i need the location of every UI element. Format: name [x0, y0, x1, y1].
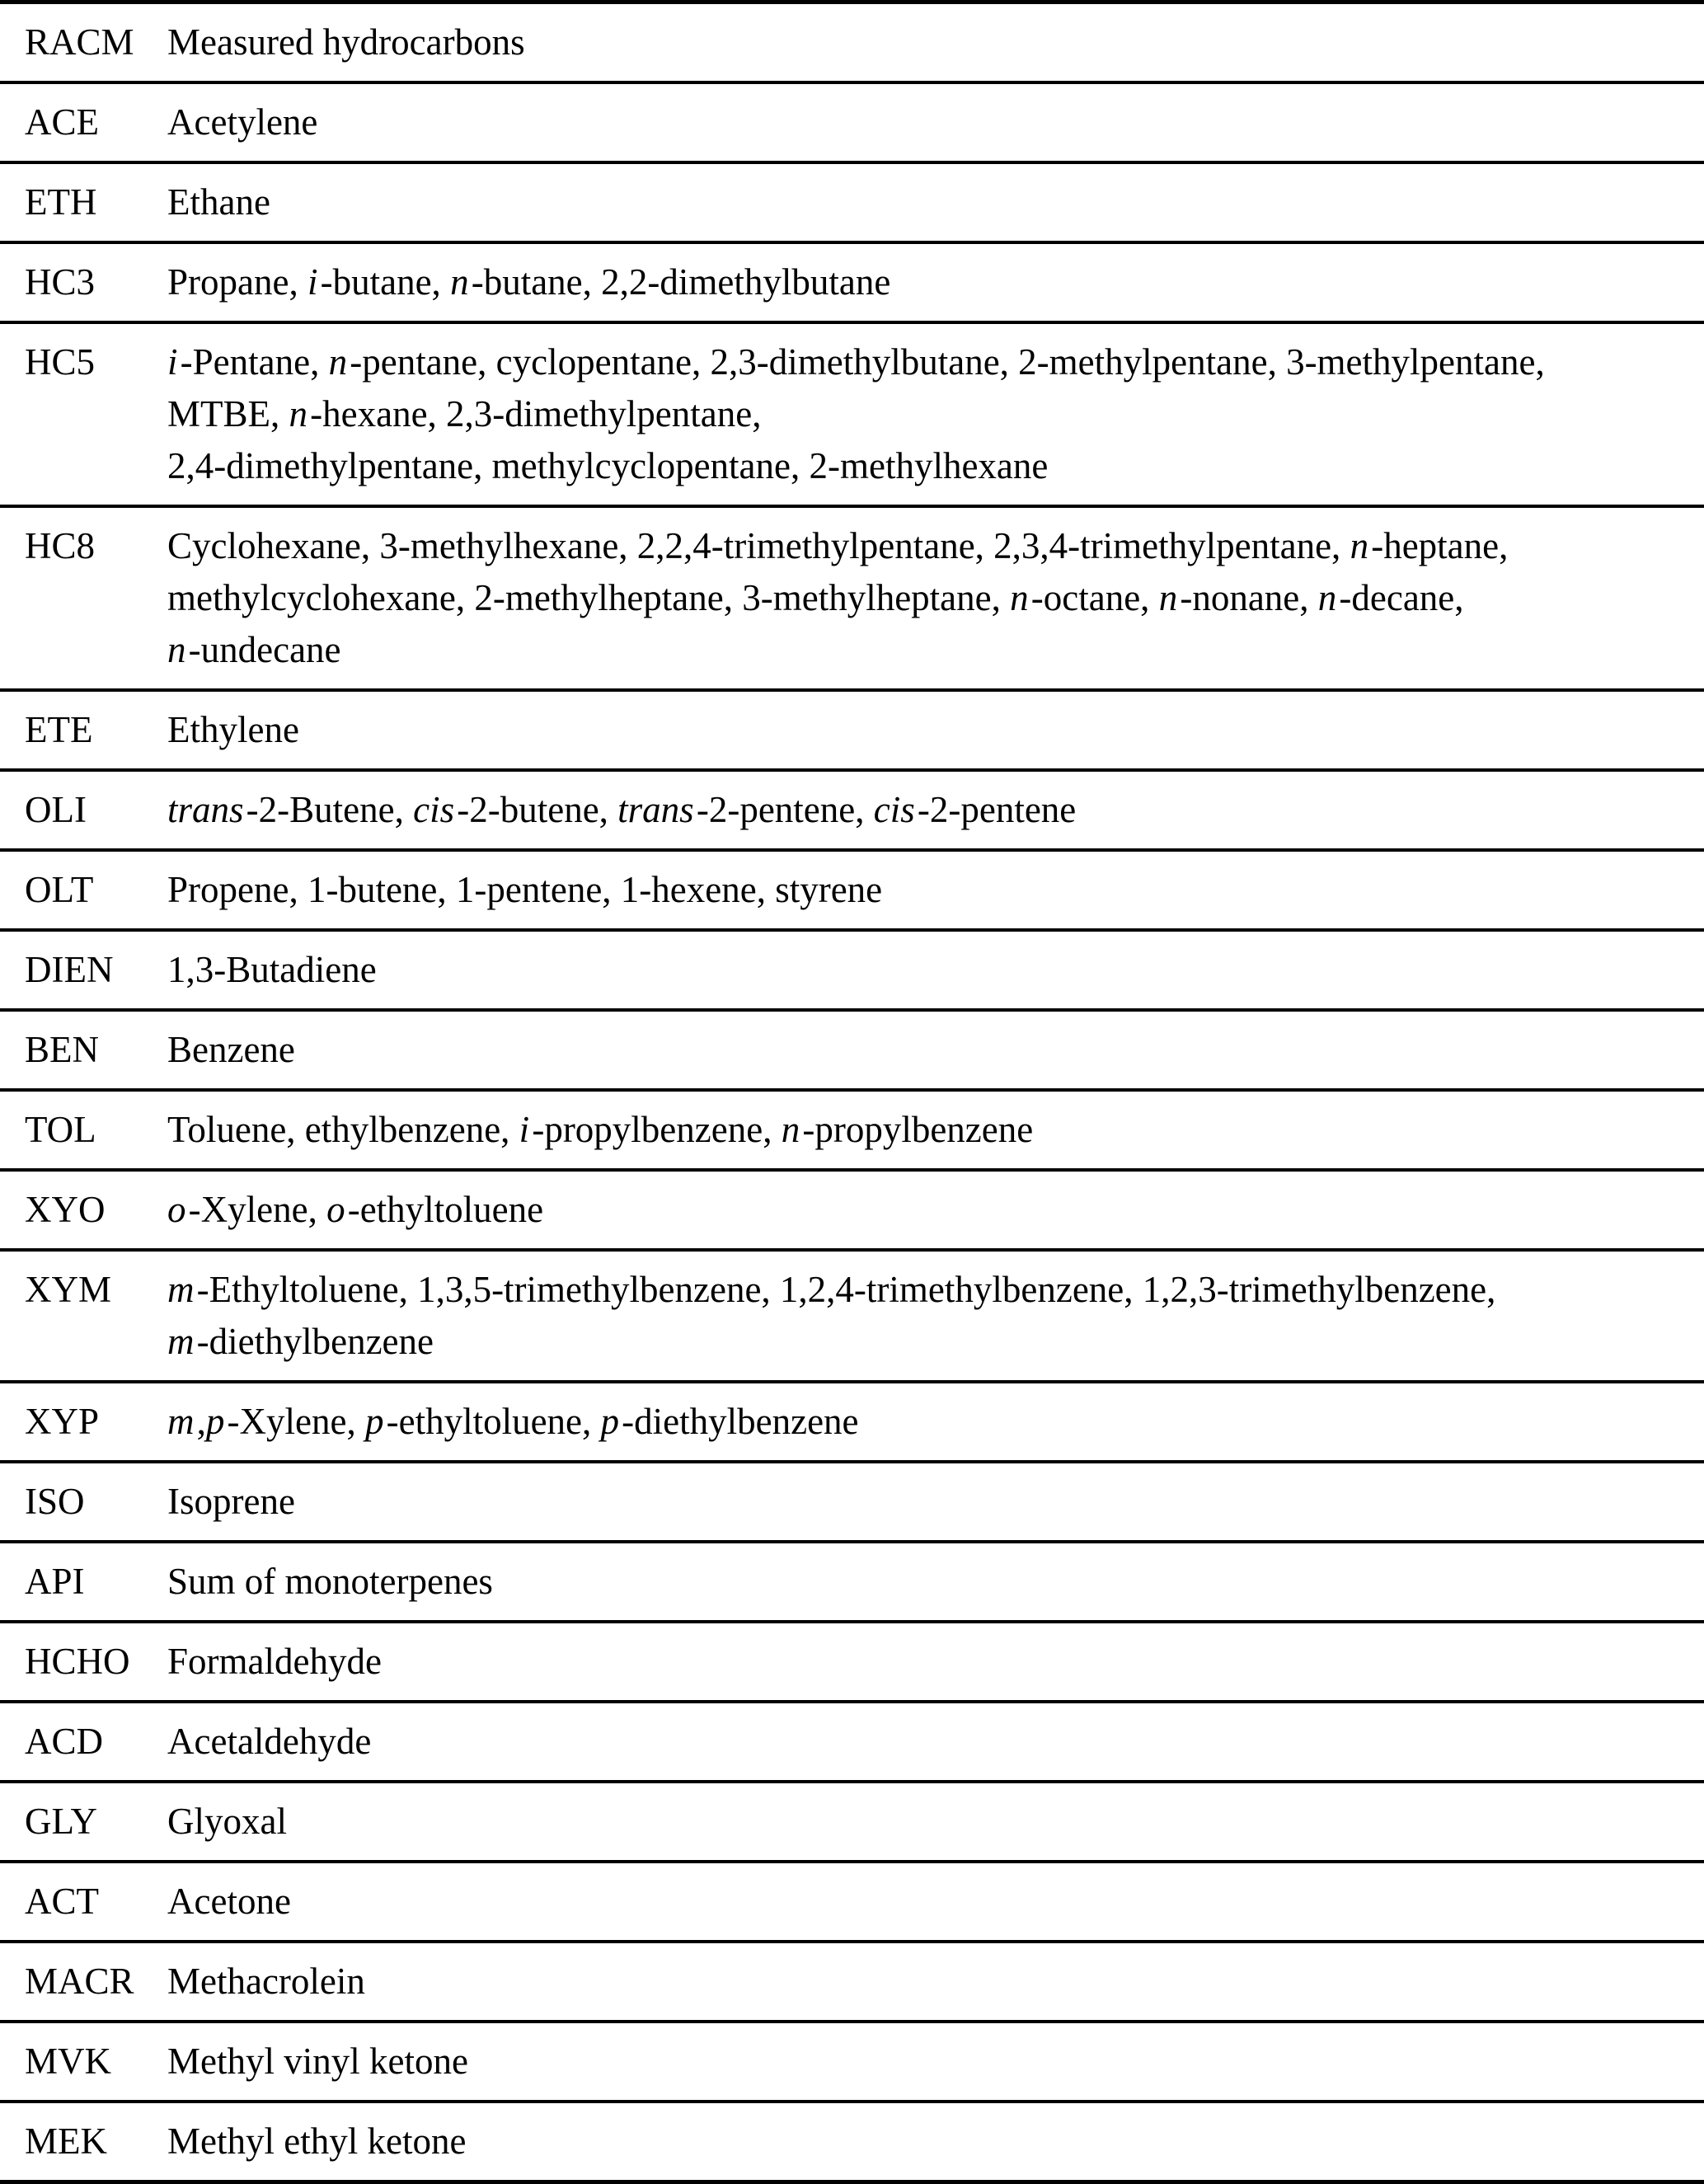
species-description-cell [167, 690, 1704, 770]
species-code-cell: ACE [25, 101, 99, 143]
species-description-cell [167, 1250, 1704, 1382]
description-line: Methyl vinyl ketone [167, 2041, 468, 2082]
species-code-cell: MEK [25, 2121, 107, 2162]
table-row [0, 1862, 1704, 1942]
description-line: m-Ethyltoluene, 1,3,5-trimethylbenzene, 1,2,4-trimethylbenzene, 1,2,3-trimethylbenzene, [167, 1269, 1496, 1310]
description-line: 1,3-Butadiene [167, 949, 377, 990]
table-row [0, 1170, 1704, 1250]
description-line: m-diethylbenzene [167, 1321, 434, 1362]
table-row [0, 1382, 1704, 1462]
table-row [0, 1010, 1704, 1090]
species-code-cell: DIEN [25, 949, 114, 990]
species-description-cell [167, 1622, 1704, 1702]
table-row [0, 1462, 1704, 1542]
table-row [0, 322, 1704, 506]
species-description-cell [167, 2022, 1704, 2102]
table-row [0, 1782, 1704, 1862]
species-code-cell: GLY [25, 1801, 97, 1842]
species-description-cell [167, 162, 1704, 242]
species-description-cell [167, 850, 1704, 930]
species-code-cell: XYP [25, 1401, 100, 1442]
description-line: Propene, 1-butene, 1-pentene, 1-hexene, styrene [167, 869, 883, 910]
description-line: m,p-Xylene, p-ethyltoluene, p-diethylbenzene [167, 1401, 859, 1442]
species-code-cell: XYM [25, 1269, 112, 1310]
description-line: MTBE, n-hexane, 2,3-dimethylpentane, [167, 393, 762, 434]
description-line: Isoprene [167, 1481, 295, 1522]
species-description-cell [167, 1010, 1704, 1090]
description-line: Ethylene [167, 709, 299, 750]
description-line: Propane, i-butane, n-butane, 2,2-dimethylbutane [167, 261, 891, 303]
species-code-cell: HC8 [25, 525, 96, 566]
description-line: methylcyclohexane, 2-methylheptane, 3-methylheptane, n-octane, n-nonane, n-decane, [167, 577, 1464, 618]
table-row [0, 1090, 1704, 1170]
table-row [0, 930, 1704, 1010]
table-row [0, 82, 1704, 162]
table-row [0, 1250, 1704, 1382]
species-description-cell [167, 1090, 1704, 1170]
species-code-cell: ETH [25, 181, 97, 223]
species-code-cell: HC3 [25, 261, 96, 303]
species-code-cell: ACT [25, 1881, 99, 1922]
species-description-cell [167, 1702, 1704, 1782]
description-line: i-Pentane, n-pentane, cyclopentane, 2,3-dimethylbutane, 2-methylpentane, 3-methylpentane, [167, 341, 1545, 383]
species-code-cell: HCHO [25, 1641, 130, 1682]
table-row [0, 2102, 1704, 2182]
table-row [0, 770, 1704, 850]
species-code-cell: TOL [25, 1109, 96, 1150]
species-description-cell [167, 1782, 1704, 1862]
species-table-body [0, 2, 1704, 2182]
description-line: n-undecane [167, 629, 341, 670]
species-description-cell [167, 2102, 1704, 2182]
species-code-cell: XYO [25, 1189, 106, 1230]
description-line: Methacrolein [167, 1961, 365, 2002]
table-row [0, 1622, 1704, 1702]
description-line: Methyl ethyl ketone [167, 2121, 467, 2162]
description-line: o-Xylene, o-ethyltoluene [167, 1189, 544, 1230]
species-description-cell [167, 1170, 1704, 1250]
species-description-cell [167, 930, 1704, 1010]
species-code-cell: ETE [25, 709, 93, 750]
description-line: Cyclohexane, 3-methylhexane, 2,2,4-trimethylpentane, 2,3,4-trimethylpentane, n-heptane, [167, 525, 1509, 566]
table-row [0, 162, 1704, 242]
description-line: Measured hydrocarbons [167, 21, 525, 63]
species-description-cell [167, 1382, 1704, 1462]
species-description-cell [167, 2, 1704, 83]
species-description-cell [167, 1942, 1704, 2022]
table-row [0, 1942, 1704, 2022]
description-line: Acetone [167, 1881, 291, 1922]
description-line: Sum of monoterpenes [167, 1561, 493, 1602]
description-line: Toluene, ethylbenzene, i-propylbenzene, n-propylbenzene [167, 1109, 1034, 1150]
species-code-cell: API [25, 1561, 85, 1602]
species-code-cell: ACD [25, 1721, 104, 1762]
table-row [0, 242, 1704, 322]
description-line: Acetylene [167, 101, 318, 143]
species-code-cell: BEN [25, 1029, 99, 1070]
table-row [0, 1702, 1704, 1782]
species-description-cell [167, 1542, 1704, 1622]
species-description-cell [167, 770, 1704, 850]
species-description-cell [167, 1462, 1704, 1542]
species-description-cell [167, 322, 1704, 506]
species-code-cell: RACM [25, 21, 134, 63]
description-line: Acetaldehyde [167, 1721, 372, 1762]
description-line: Glyoxal [167, 1801, 287, 1842]
description-line: Benzene [167, 1029, 295, 1070]
table-row [0, 2, 1704, 83]
table-row [0, 506, 1704, 690]
species-code-cell: OLT [25, 869, 94, 910]
table-row [0, 690, 1704, 770]
species-description-cell [167, 242, 1704, 322]
species-code-cell: MVK [25, 2041, 112, 2082]
species-description-cell [167, 506, 1704, 690]
species-code-cell: HC5 [25, 341, 96, 383]
species-description-cell [167, 1862, 1704, 1942]
table-row [0, 2022, 1704, 2102]
table-row [0, 1542, 1704, 1622]
description-line: Ethane [167, 181, 270, 223]
description-line: Formaldehyde [167, 1641, 382, 1682]
description-line: trans-2-Butene, cis-2-butene, trans-2-pentene, cis-2-pentene [167, 789, 1077, 830]
description-line: 2,4-dimethylpentane, methylcyclopentane, 2-methylhexane [167, 445, 1049, 486]
species-code-cell: MACR [25, 1961, 134, 2002]
species-code-cell: ISO [25, 1481, 85, 1522]
species-code-cell: OLI [25, 789, 87, 830]
species-description-cell [167, 82, 1704, 162]
table-row [0, 850, 1704, 930]
